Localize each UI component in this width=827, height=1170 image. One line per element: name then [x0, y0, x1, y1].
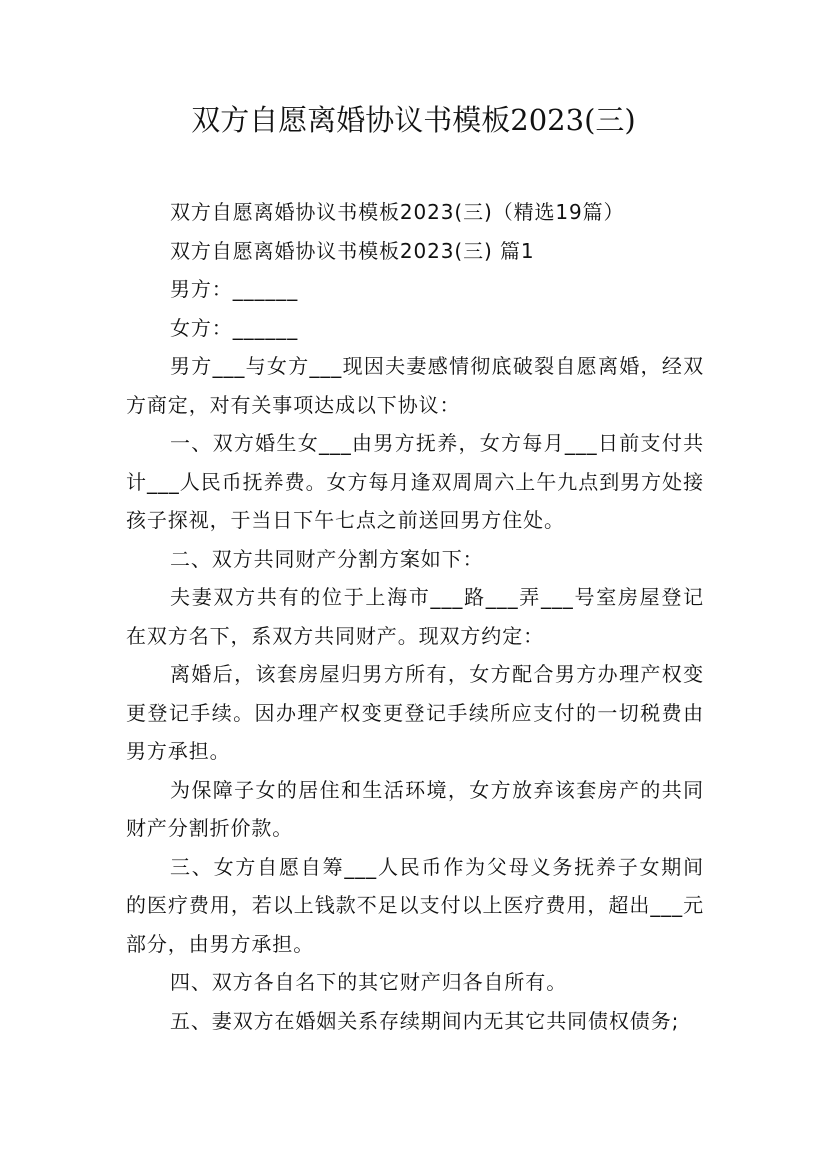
body-paragraph: 男方：______ [170, 277, 299, 301]
document-body [126, 193, 704, 1040]
body-paragraph: 四、双方各自名下的其它财产归各自所有。 [170, 970, 568, 994]
body-paragraph: 夫妻双方共有的位于上海市___路___弄___号室房屋登记在双方名下，系双方共同财产。现双方约定： [126, 585, 704, 648]
body-paragraph: 双方自愿离婚协议书模板2023(三)（精选19篇） [170, 200, 625, 224]
body-paragraph: 双方自愿离婚协议书模板2023(三) 篇1 [170, 238, 535, 263]
body-paragraph: 女方：______ [170, 315, 299, 340]
body-paragraph: 为保障子女的居住和生活环境，女方放弃该套房产的共同财产分割折价款。 [126, 777, 704, 840]
body-paragraph: 三、女方自愿自筹___人民币作为父母义务抚养子女期间的医疗费用，若以上钱款不足以支付以上医疗费用，超出___元部分，由男方承担。 [126, 854, 704, 956]
body-paragraph: 男方___与女方___现因夫妻感情彻底破裂自愿离婚，经双方商定，对有关事项达成以下协议： [126, 354, 704, 417]
document-title: 双方自愿离婚协议书模板2023(三) [191, 103, 636, 137]
body-paragraph: 一、双方婚生女___由男方抚养，女方每月___日前支付共计___人民币抚养费。女方每月逢双周周六上午九点到男方处接孩子探视，于当日下午七点之前送回男方住处。 [126, 431, 704, 532]
body-paragraph: 离婚后，该套房屋归男方所有，女方配合男方办理产权变更登记手续。因办理产权变更登记手续所应支付的一切税费由男方承担。 [126, 662, 704, 763]
body-paragraph: 二、双方共同财产分割方案如下： [170, 546, 484, 571]
body-paragraph: 五、妻双方在婚姻关系存续期间内无其它共同债权债务; [170, 1008, 680, 1033]
